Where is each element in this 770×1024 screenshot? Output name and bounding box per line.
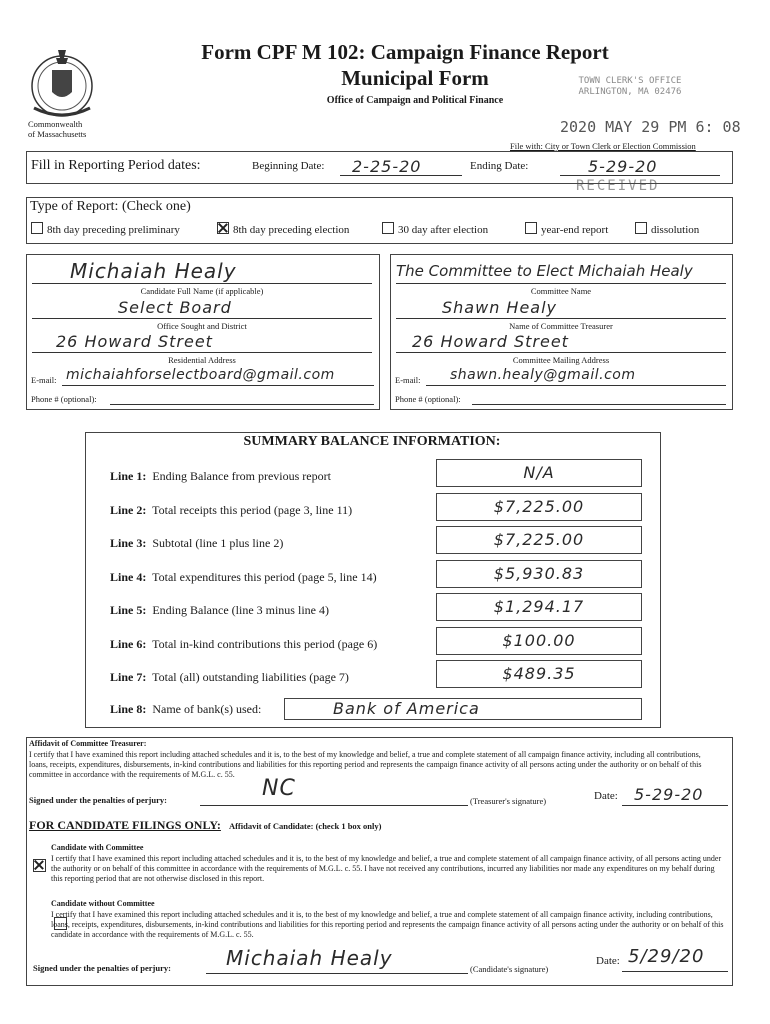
summary-value-box-1[interactable]	[436, 459, 642, 487]
treasurer-date-line	[622, 805, 728, 806]
candidate-address-value[interactable]: 26 Howard Street	[56, 332, 213, 351]
line-number: Line 2:	[110, 502, 147, 517]
candidate-name-line	[32, 283, 372, 284]
line-number: Line 5:	[110, 603, 147, 617]
candidate-signed-label: Signed under the penalties of perjury:	[33, 963, 171, 973]
committee-address-label: Committee Mailing Address	[512, 355, 610, 365]
option-dissolution[interactable]: dissolution	[635, 222, 699, 236]
candidate-email-label: E-mail:	[31, 375, 57, 385]
candidate-date-label: Date:	[596, 955, 620, 967]
candidate-office-line	[32, 318, 372, 319]
line-number: Line 7:	[110, 670, 147, 684]
option-30-day-after[interactable]: 30 day after election	[382, 222, 488, 236]
candidate-signature-line	[206, 973, 468, 974]
seal-caption: Commonwealth of Massachusetts	[28, 119, 87, 139]
form-title: Form CPF M 102: Campaign Finance Report	[201, 40, 609, 64]
treasurer-signature[interactable]: NC	[262, 776, 296, 801]
treasurer-signed-label: Signed under the penalties of perjury:	[29, 795, 167, 805]
committee-name-label: Committee Name	[530, 286, 592, 296]
summary-value-box-6[interactable]	[436, 627, 642, 655]
candidate-date-line	[622, 971, 728, 972]
massachusetts-seal	[26, 40, 98, 122]
summary-line-8	[110, 702, 261, 717]
line-text: Subtotal (line 1 plus line 2)	[152, 536, 284, 550]
stamp-datetime: 2020 MAY 29 PM 6: 08	[560, 118, 741, 136]
summary-title: SUMMARY BALANCE INFORMATION:	[243, 434, 501, 449]
summary-line-1	[110, 469, 331, 484]
summary-value: $489.35	[502, 664, 576, 683]
committee-email-line	[426, 385, 726, 386]
option-8th-day-election[interactable]: 8th day preceding election	[217, 222, 349, 236]
bank-value: Bank of America	[333, 699, 480, 718]
summary-value: $7,225.00	[493, 496, 585, 516]
with-committee-checkbox-icon[interactable]	[33, 859, 46, 872]
candidate-phone-line	[110, 404, 374, 405]
checkbox-icon[interactable]	[31, 222, 43, 234]
committee-email-value[interactable]: shawn.healy@gmail.com	[450, 367, 636, 383]
candidate-email-value[interactable]: michaiahforselectboard@gmail.com	[66, 367, 335, 383]
candidate-date-value[interactable]: 5/29/20	[628, 946, 705, 967]
line-number: Line 3:	[110, 536, 147, 550]
summary-value-box-3[interactable]	[436, 526, 642, 554]
committee-name-value[interactable]: The Committee to Elect Michaiah Healy	[396, 262, 693, 280]
summary-line-4	[110, 570, 377, 585]
line-text: Total (all) outstanding liabilities (page 7)	[152, 670, 349, 684]
summary-line-5	[110, 603, 329, 618]
line-number: Line 8:	[110, 702, 147, 716]
treasurer-affidavit-text: I certify that I have examined this report including attached schedules and it is, to the best of my knowledge and belief, a true and complete statement of all campaign finance activity, including all contributions, loans, receipts, expenditures, disbursements, in-kind contributions and liabilities for this reporting period and represents the campaign finance activity of all persons acting under the authority or on behalf of this committee in accordance with the requirements of M.G.L. c. 55.	[29, 750, 702, 779]
report-type-label: Type of Report: (Check one)	[30, 199, 191, 214]
with-committee-title: Candidate with Committee	[51, 843, 144, 852]
treasurer-sig-caption: (Treasurer's signature)	[470, 796, 547, 806]
candidate-signature[interactable]: Michaiah Healy	[226, 946, 393, 970]
period-label: Fill in Reporting Period dates:	[31, 158, 201, 173]
candidate-office-label: Office Sought and District	[157, 321, 247, 331]
with-committee-text: I certify that I have examined this report including attached schedules and it is, to the best of my knowledge and belief, a true and complete statement of all campaign finance activity, of all persons acting under the authority or on behalf of this committee in accordance with the requirements of M.G.L. c. 55. I have not received any contributions, incurred any liabilities nor made any expenditures on my behalf during this reporting period that are not otherwise disclosed in this report.	[51, 854, 722, 883]
candidate-name-label: Candidate Full Name (if applicable)	[140, 286, 264, 296]
candidate-sig-caption: (Candidate's signature)	[470, 964, 549, 974]
checkbox-icon[interactable]	[382, 222, 394, 234]
form-subtitle: Municipal Form	[341, 66, 489, 90]
committee-email-label: E-mail:	[395, 375, 421, 385]
checkbox-icon[interactable]	[217, 222, 229, 234]
line-text: Name of bank(s) used:	[152, 702, 262, 716]
candidate-address-line	[32, 352, 372, 353]
without-committee-title: Candidate without Committee	[51, 899, 155, 908]
summary-value: $5,930.83	[493, 563, 585, 583]
summary-line-3	[110, 536, 283, 551]
begin-date-value[interactable]: 2-25-20	[352, 157, 422, 176]
summary-value: N/A	[523, 463, 555, 482]
candidate-office-value[interactable]: Select Board	[118, 298, 232, 317]
treasurer-name-line	[396, 318, 726, 319]
candidate-name-value[interactable]: Michaiah Healy	[70, 259, 237, 283]
line-number: Line 4:	[110, 569, 147, 584]
line-number: Line 1:	[110, 469, 147, 483]
candidate-email-line	[62, 385, 374, 386]
candidate-phone-label: Phone # (optional):	[31, 394, 97, 404]
summary-line-2	[110, 503, 352, 518]
committee-address-line	[396, 352, 726, 353]
treasurer-name-value[interactable]: Shawn Healy	[442, 298, 558, 317]
summary-value-box-5[interactable]	[436, 593, 642, 621]
line-number: Line 6:	[110, 636, 147, 651]
checkbox-icon[interactable]	[635, 222, 647, 234]
line-text: Total receipts this period (page 3, line 11)	[152, 502, 353, 517]
seal-icon	[26, 40, 98, 122]
summary-value: $7,225.00	[493, 530, 585, 549]
file-with: File with: City or Town Clerk or Election Commission	[510, 141, 696, 151]
end-date-value[interactable]: 5-29-20	[588, 157, 658, 176]
filings-subheading: Affidavit of Candidate: (check 1 box only)	[228, 821, 382, 831]
office-name: Office of Campaign and Political Finance	[326, 95, 504, 106]
treasurer-signature-line	[200, 805, 468, 806]
summary-value: $100.00	[502, 630, 576, 650]
summary-line-7	[110, 670, 349, 685]
option-year-end[interactable]: year-end report	[525, 222, 608, 236]
without-committee-text: I certify that I have examined this report including attached schedules and it is, to the best of my knowledge and belief, a true and complete statement of all campaign finance activity, including contributions, loans, receipts, expenditures, disbursements, in-kind contributions and liabilities for this reporting period and represents the campaign finance activity of all persons acting under the authority or on behalf of this candidate in accordance with the requirements of M.G.L. c. 55.	[51, 910, 724, 939]
filings-heading-text: FOR CANDIDATE FILINGS ONLY:	[29, 818, 221, 832]
treasurer-date-value[interactable]: 5-29-20	[634, 785, 704, 804]
summary-value: $1,294.17	[493, 597, 585, 616]
candidate-address-label: Residential Address	[168, 355, 236, 365]
line-text: Ending Balance (line 3 minus line 4)	[152, 603, 329, 617]
candidate-filings-heading	[29, 816, 381, 834]
checkbox-icon[interactable]	[525, 222, 537, 234]
option-8th-day-preliminary[interactable]: 8th day preceding preliminary	[31, 222, 180, 236]
line-text: Ending Balance from previous report	[152, 469, 331, 483]
stamp-received: RECEIVED	[576, 178, 660, 194]
summary-value-box-7[interactable]	[436, 660, 642, 688]
committee-address-value[interactable]: 26 Howard Street	[412, 332, 569, 351]
treasurer-date-label: Date:	[594, 790, 618, 802]
summary-value-box-4[interactable]	[436, 560, 642, 588]
received-stamp: TOWN CLERK'S OFFICE ARLINGTON, MA 02476	[578, 76, 682, 97]
end-date-label: Ending Date:	[470, 160, 529, 172]
summary-line-6	[110, 637, 377, 652]
treasurer-affidavit-title: Affidavit of Committee Treasurer:	[29, 739, 147, 748]
bank-value-box[interactable]	[284, 698, 642, 720]
begin-date-label: Beginning Date:	[252, 160, 325, 172]
summary-value-box-2[interactable]	[436, 493, 642, 521]
committee-name-line	[396, 283, 726, 284]
treasurer-name-label: Name of Committee Treasurer	[509, 321, 613, 331]
line-text: Total in-kind contributions this period (page 6)	[152, 636, 378, 651]
line-text: Total expenditures this period (page 5, line 14)	[152, 569, 377, 584]
committee-phone-label: Phone # (optional):	[395, 394, 461, 404]
committee-phone-line	[472, 404, 726, 405]
